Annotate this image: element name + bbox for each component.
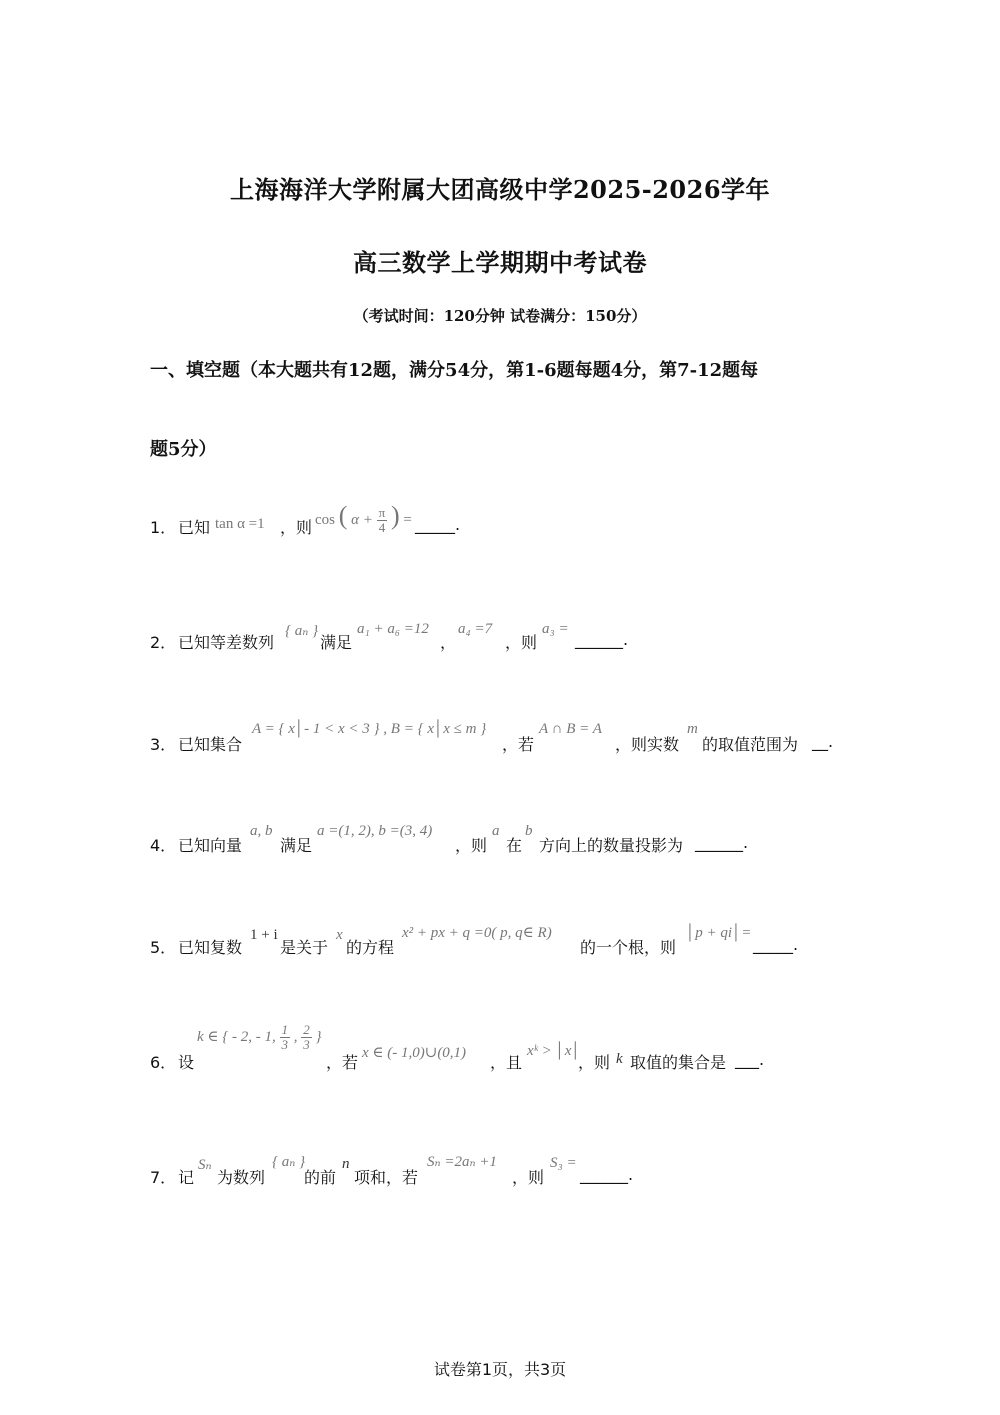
math-expression: x: [336, 927, 343, 943]
math-expression: xᵏ > │x│: [527, 1043, 581, 1059]
right-paren: ): [391, 501, 400, 530]
comma: ,: [293, 1028, 298, 1045]
section-heading-line2: 题5分）: [150, 439, 217, 460]
question-text: 已知复数: [178, 938, 243, 957]
question-text: ，: [440, 633, 457, 652]
question-text: 的一个根，则: [580, 938, 677, 957]
question-text: 取值的集合是: [630, 1053, 727, 1072]
answer-blank: ______.: [580, 1165, 634, 1184]
math-expression: Sₙ: [198, 1157, 212, 1173]
answer-blank: _____.: [415, 515, 461, 534]
question-text: 为数列: [217, 1168, 266, 1187]
question-text: 的方程: [346, 938, 395, 957]
math-expression: a =(1, 2), b =(3, 4): [317, 823, 433, 839]
question-text: ，则: [280, 518, 313, 537]
question-text: ，则: [505, 633, 538, 652]
question-number: 4．: [150, 836, 177, 855]
question-text: ，则: [578, 1053, 611, 1072]
section-heading-line1: 一、填空题（本大题共有12题，满分54分，第1-6题每题4分，第7-12题每: [150, 360, 759, 381]
fraction-numerator: 2: [303, 1022, 310, 1037]
question-text: ，则实数: [615, 735, 680, 754]
question-text: 设: [178, 1053, 195, 1072]
answer-blank: __.: [812, 732, 834, 751]
math-expression: a₃ =: [542, 621, 569, 637]
question-text: 已知向量: [178, 836, 243, 855]
answer-blank: ______.: [695, 833, 749, 852]
math-expression: a: [492, 823, 500, 839]
cos-function: cos: [315, 512, 335, 528]
question-number: 7．: [150, 1168, 177, 1187]
question-text: 记: [178, 1168, 195, 1187]
question-text: 在: [506, 836, 523, 855]
question-text: ，若: [326, 1053, 359, 1072]
math-expression: Sₙ =2aₙ +1: [427, 1154, 497, 1170]
math-expression: a₁ + a₆ =12: [357, 621, 429, 637]
math-expression: │p + qi│=: [686, 925, 752, 941]
answer-blank: ___.: [735, 1050, 765, 1069]
math-expression: 1 + i: [250, 927, 278, 943]
math-expression: A = { x│- 1 < x < 3 } , B = { x│x ≤ m }: [252, 721, 487, 737]
question-text: 项和，若: [354, 1168, 419, 1187]
question-text: 满足: [280, 836, 313, 855]
left-paren: (: [338, 501, 348, 530]
exam-title-line2: 高三数学上学期期中考试卷: [353, 248, 647, 277]
fraction-denominator: 3: [303, 1037, 310, 1052]
set-prefix: k ∈ { - 2, - 1,: [197, 1028, 276, 1045]
answer-blank: _____.: [753, 935, 799, 954]
page-footer: 试卷第1页，共3页: [433, 1360, 567, 1379]
math-expression: [315, 501, 412, 535]
question-text: 是关于: [280, 938, 329, 957]
question-7: [150, 1155, 850, 1195]
alpha-plus: α +: [351, 512, 373, 528]
question-text: ，且: [490, 1053, 523, 1072]
question-text: 方向上的数量投影为: [539, 836, 684, 855]
math-expression: a₄ =7: [458, 621, 493, 637]
question-number: 6．: [150, 1053, 177, 1072]
question-5: [150, 925, 850, 965]
fraction-numerator: π: [378, 505, 386, 521]
question-text: 已知: [178, 518, 211, 537]
math-expression: n: [342, 1156, 350, 1172]
question-text: ，则: [512, 1168, 545, 1187]
question-text: 满足: [320, 633, 353, 652]
question-number: 5．: [150, 938, 177, 957]
question-2: [150, 620, 850, 660]
question-text: 的取值范围为: [702, 735, 799, 754]
equals-sign: =: [403, 512, 412, 528]
question-6: [150, 1022, 850, 1080]
question-text: 已知等差数列: [178, 633, 275, 652]
question-number: 3．: [150, 735, 177, 754]
math-expression: b: [525, 823, 533, 839]
fraction-denominator: 4: [378, 520, 386, 536]
answer-blank: ______.: [575, 630, 629, 649]
math-expression: { aₙ }: [285, 623, 319, 639]
fraction-denominator: 3: [281, 1037, 288, 1052]
question-3: [150, 722, 850, 762]
two-thirds-fraction: [301, 1023, 312, 1052]
pi-over-four-fraction: [377, 506, 388, 535]
math-expression: tan α =1: [215, 516, 265, 532]
math-expression: { aₙ }: [272, 1154, 306, 1170]
set-suffix: }: [315, 1028, 322, 1045]
math-expression: [197, 1023, 322, 1052]
fraction-numerator: 1: [281, 1022, 288, 1037]
exam-subtitle: （考试时间：120分钟 试卷满分：150分）: [353, 307, 647, 325]
math-expression: k: [616, 1051, 623, 1067]
question-text: ，则: [455, 836, 488, 855]
math-expression: S₃ =: [550, 1155, 577, 1171]
math-expression: A ∩ B = A: [539, 721, 602, 737]
one-third-fraction: [280, 1023, 291, 1052]
question-text: 的前: [304, 1168, 337, 1187]
question-4: [150, 823, 850, 863]
math-expression: a, b: [250, 823, 273, 839]
question-number: 2．: [150, 633, 177, 652]
math-expression: x² + px + q =0( p, q∈ R): [402, 925, 552, 941]
question-text: ，若: [502, 735, 535, 754]
math-expression: m: [687, 721, 698, 737]
math-expression: x ∈ (- 1,0)∪(0,1): [362, 1045, 467, 1061]
question-number: 1．: [150, 518, 177, 537]
question-text: 已知集合: [178, 735, 243, 754]
question-1: [150, 501, 850, 545]
exam-title-line1: 上海海洋大学附属大团高级中学2025-2026学年: [229, 175, 771, 204]
